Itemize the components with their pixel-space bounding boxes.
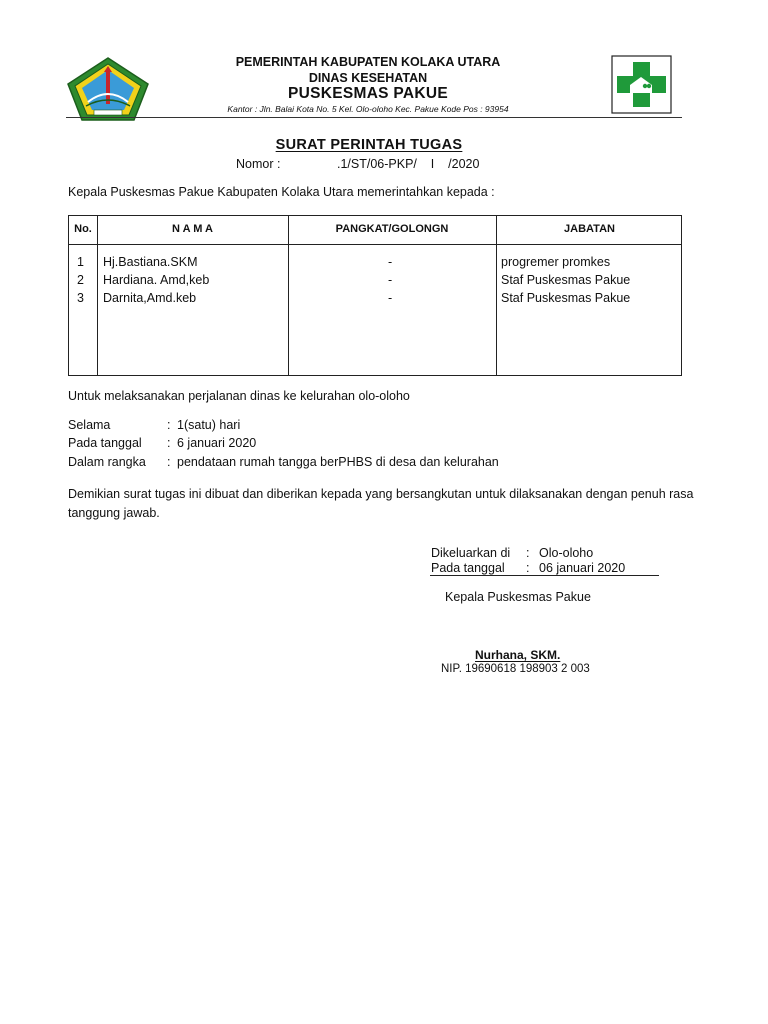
table-header-pangkat: PANGKAT/GOLONGN xyxy=(335,223,449,235)
table-header-no: No. xyxy=(74,223,92,235)
table-column-divider xyxy=(97,216,98,375)
tanggal-value: 6 januari 2020 xyxy=(177,436,257,450)
table-column-divider xyxy=(496,216,497,375)
issued-place-colon: : xyxy=(526,546,530,560)
header-address: Kantor : Jln. Balai Kota No. 5 Kel. Olo-oloho Kec. Pakue Kode Pos : 93954 xyxy=(227,104,509,114)
table-cell-pangkat: - xyxy=(388,291,393,305)
rangka-label: Dalam rangka xyxy=(68,455,146,469)
table-cell-nama: Hardiana. Amd,keb xyxy=(103,273,210,287)
table-cell-no: 1 xyxy=(77,255,84,269)
table-cell-no: 3 xyxy=(77,291,84,305)
header-institution-name: PUSKESMAS PAKUE xyxy=(287,85,449,102)
intro-text: Kepala Puskesmas Pakue Kabupaten Kolaka Utara memerintahkan kepada : xyxy=(68,185,495,199)
table-header-divider xyxy=(69,244,681,245)
header-divider xyxy=(66,117,682,118)
header-government-line: PEMERINTAH KABUPATEN KOLAKA UTARA xyxy=(235,55,501,69)
tanggal-colon: : xyxy=(167,436,171,450)
issued-date-label: Pada tanggal xyxy=(431,561,505,575)
closing-paragraph: Demikian surat tugas ini dibuat dan diberikan kepada yang bersangkutan untuk dilaksanakan dengan penuh rasa tanggung jawab. xyxy=(68,487,694,520)
issued-date-value: 06 januari 2020 xyxy=(539,561,626,575)
selama-value: 1(satu) hari xyxy=(177,418,241,432)
table-cell-nama: Darnita,Amd.keb xyxy=(103,291,197,305)
table-header-nama: N A M A xyxy=(172,223,213,235)
selama-colon: : xyxy=(167,418,171,432)
issued-date-colon: : xyxy=(526,561,530,575)
table-cell-jabatan: progremer promkes xyxy=(501,255,611,269)
selama-label: Selama xyxy=(68,418,111,432)
purpose-text: Untuk melaksanakan perjalanan dinas ke kelurahan olo-oloho xyxy=(68,389,410,403)
issued-place-label: Dikeluarkan di xyxy=(431,546,511,560)
issued-underline xyxy=(430,575,659,576)
table-column-divider xyxy=(288,216,289,375)
table-header-jabatan: JABATAN xyxy=(564,223,615,235)
document-title: SURAT PERINTAH TUGAS xyxy=(275,137,463,153)
signatory-nip: NIP. 19690618 198903 2 003 xyxy=(441,663,590,675)
rangka-colon: : xyxy=(167,455,171,469)
table-cell-jabatan: Staf Puskesmas Pakue xyxy=(501,291,631,305)
table-cell-jabatan: Staf Puskesmas Pakue xyxy=(501,273,631,287)
tanggal-label: Pada tanggal xyxy=(68,436,142,450)
signatory-position: Kepala Puskesmas Pakue xyxy=(445,590,591,604)
assignee-table xyxy=(68,215,682,376)
table-cell-pangkat: - xyxy=(388,273,393,287)
nomor-value: .1/ST/06-PKP/ I /2020 xyxy=(337,157,480,171)
issued-place-value: Olo-oloho xyxy=(539,546,594,560)
table-cell-no: 2 xyxy=(77,273,84,287)
table-cell-pangkat: - xyxy=(388,255,393,269)
header-agency-line: DINAS KESEHATAN xyxy=(308,71,428,85)
rangka-value: pendataan rumah tangga berPHBS di desa dan kelurahan xyxy=(177,455,499,469)
table-cell-nama: Hj.Bastiana.SKM xyxy=(103,255,198,269)
signatory-name: Nurhana, SKM. xyxy=(475,648,561,662)
nomor-label: Nomor : xyxy=(236,157,281,171)
